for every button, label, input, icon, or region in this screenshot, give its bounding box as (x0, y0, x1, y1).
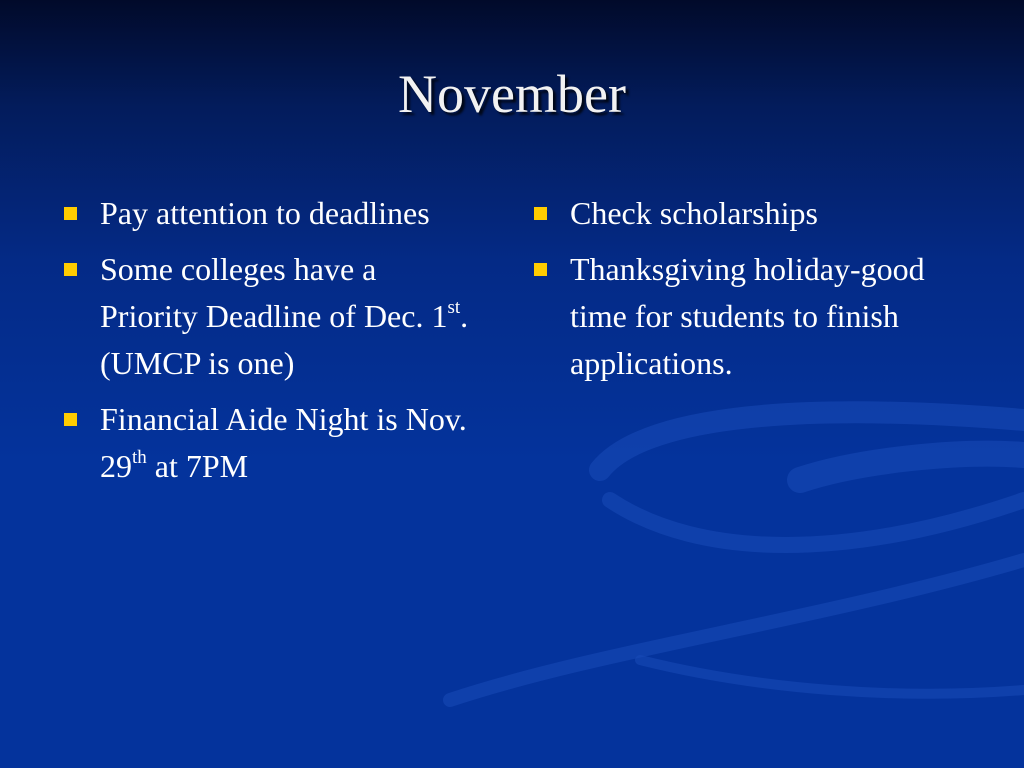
right-bullet-list (532, 190, 952, 396)
square-bullet-icon (534, 263, 547, 276)
bullet-text: Financial Aide Night is Nov. 29th at 7PM (100, 401, 467, 484)
square-bullet-icon (64, 263, 77, 276)
ordinal-suffix: st (447, 297, 461, 319)
bullet-item-scholarships (532, 190, 952, 237)
bullet-text: Some colleges have a Priority Deadline of Dec. 1st. (UMCP is one) (100, 251, 469, 381)
ordinal-suffix: th (132, 447, 147, 469)
square-bullet-icon (64, 207, 77, 220)
bullet-text: Thanksgiving holiday-good time for students to finish applications. (570, 251, 925, 381)
square-bullet-icon (534, 207, 547, 220)
bullet-text: Pay attention to deadlines (100, 195, 430, 231)
left-bullet-list (62, 190, 482, 499)
bullet-item-priority-deadline (62, 246, 482, 387)
bullet-item-financial-aid-night (62, 396, 482, 490)
bullet-item-deadlines (62, 190, 482, 237)
square-bullet-icon (64, 413, 77, 426)
bullet-text: Check scholarships (570, 195, 818, 231)
bullet-item-thanksgiving (532, 246, 952, 387)
slide-title: November (398, 64, 626, 124)
